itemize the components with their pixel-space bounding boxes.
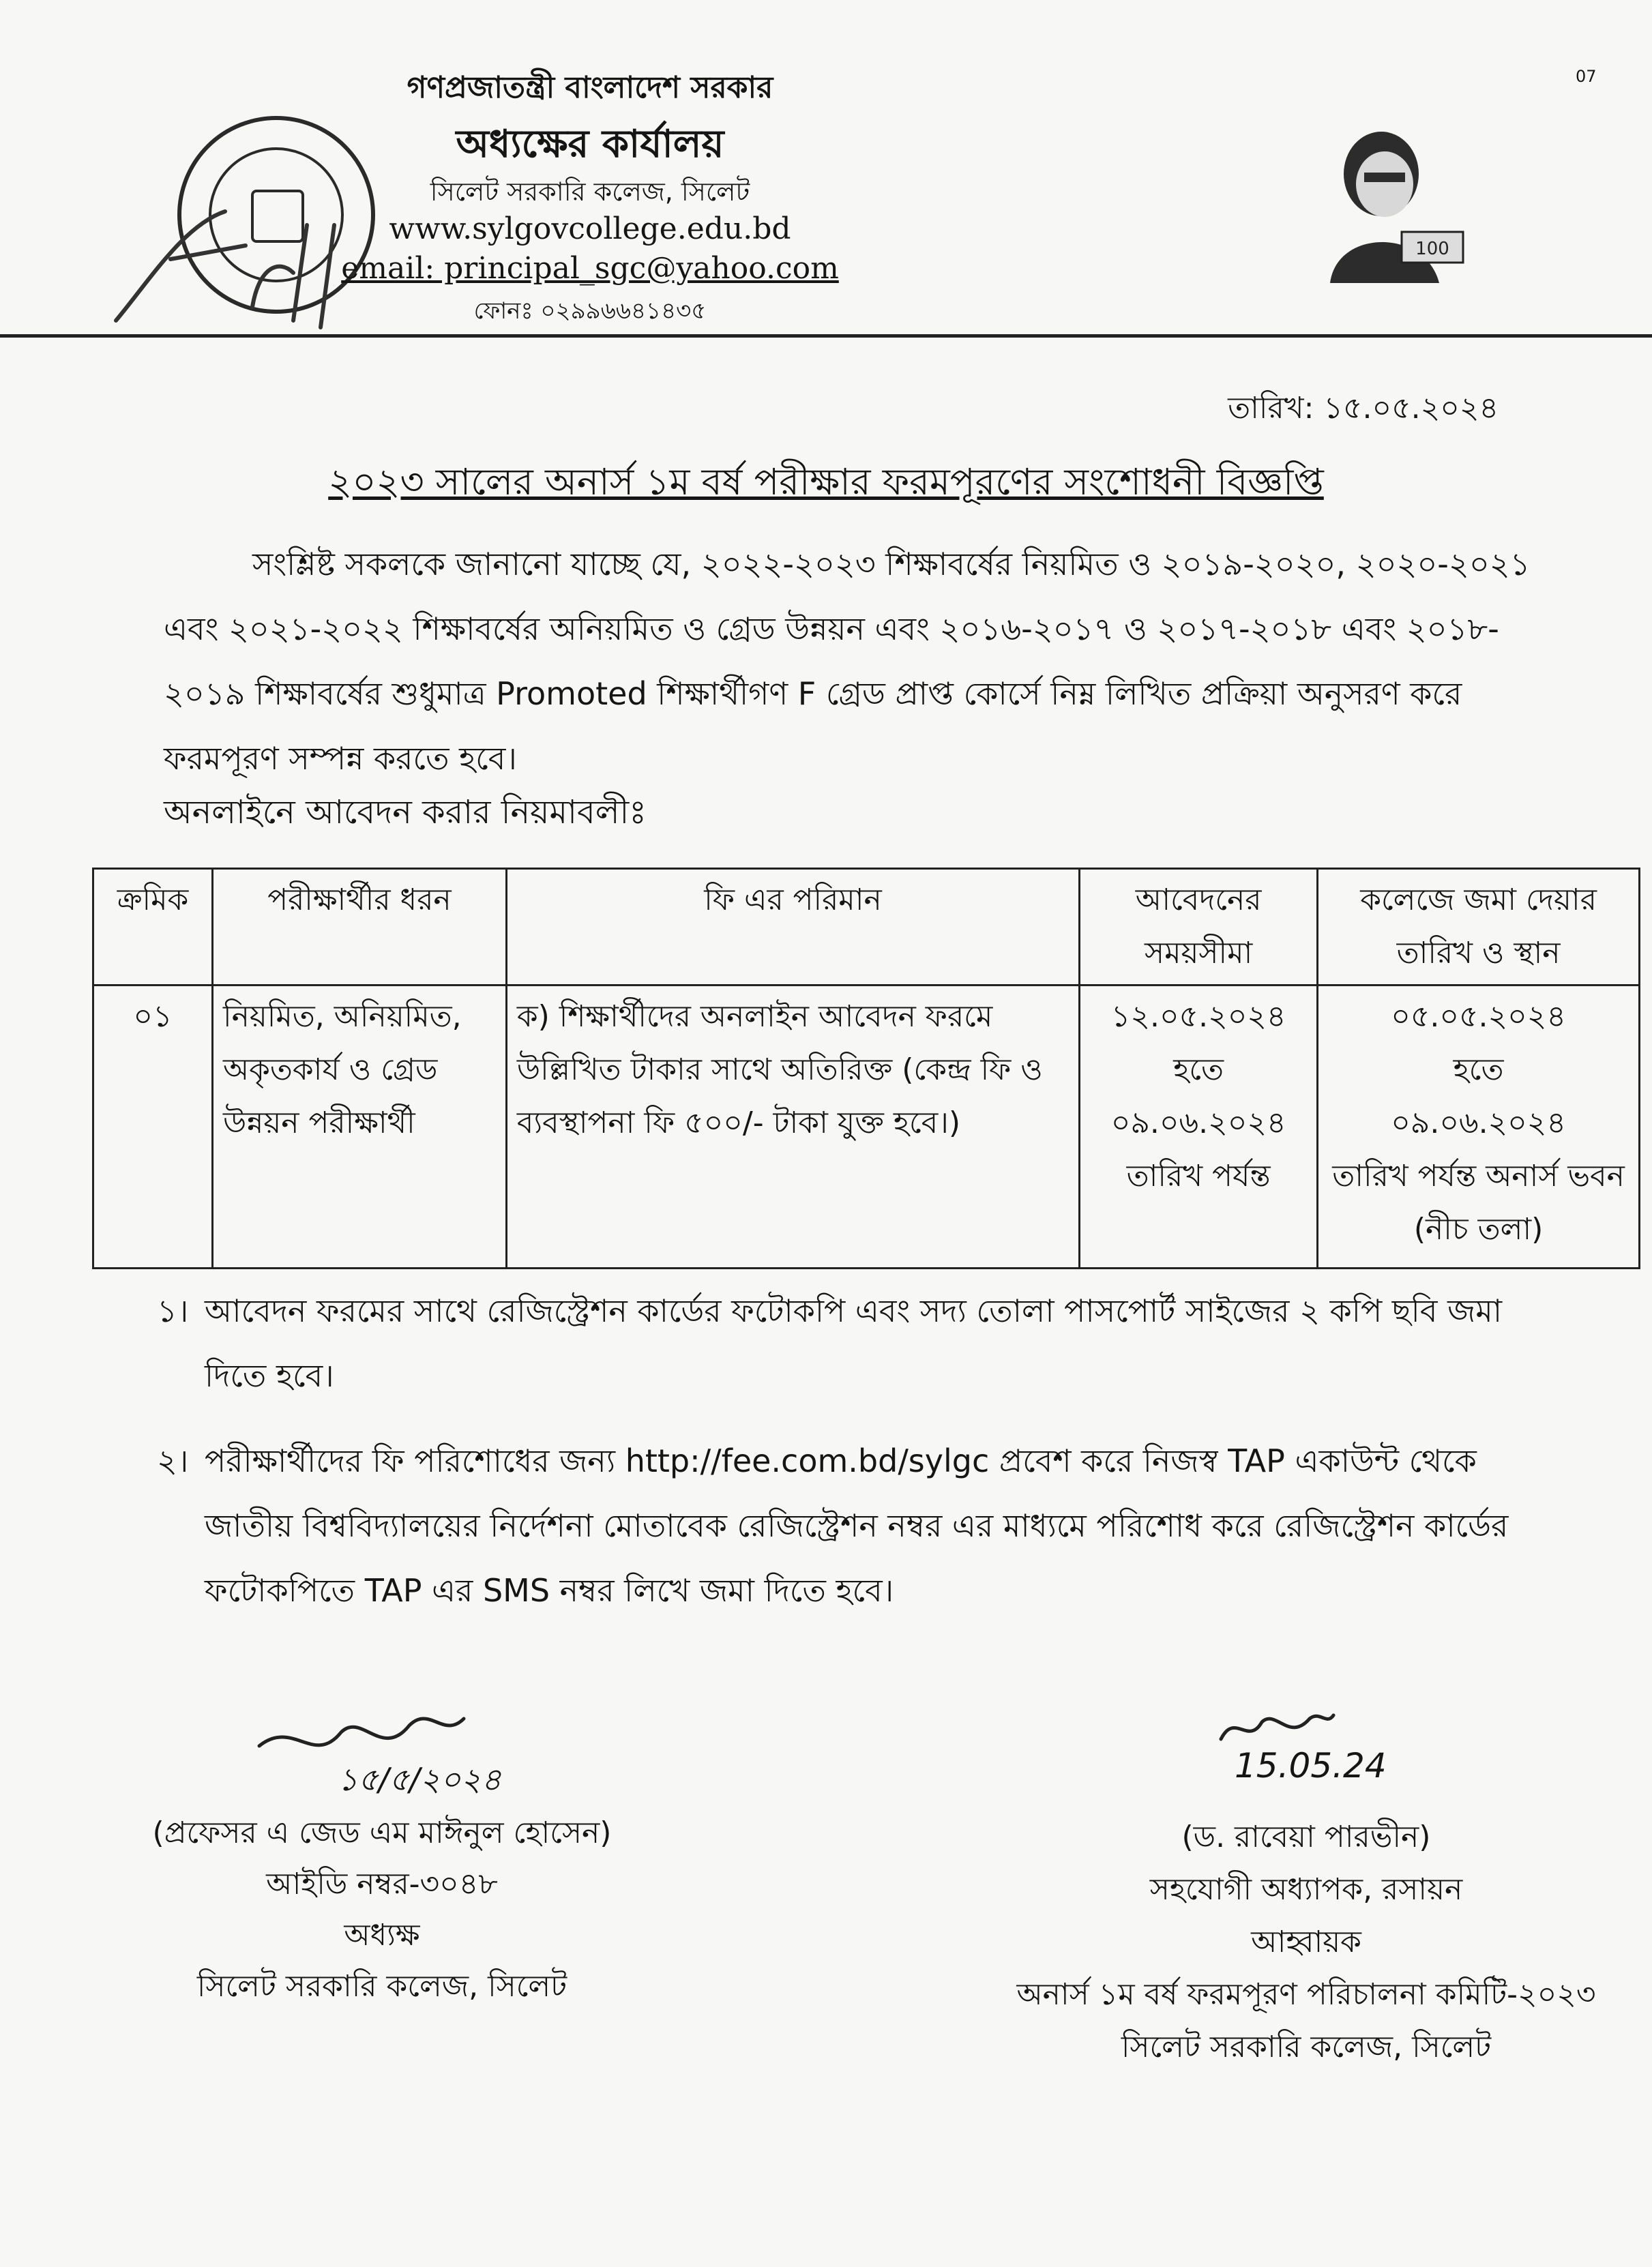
col-deadline-header: আবেদনের সময়সীমা: [1080, 869, 1318, 986]
right-handwritten-date: 15.05.24: [1235, 1746, 1387, 1786]
phone-line: ফোনঃ ০২৯৯৬৬৪১৪৩৫: [473, 297, 707, 325]
page-number: 07: [1576, 67, 1597, 86]
note-line: ফটোকপিতে TAP এর SMS নম্বর লিখে জমা দিতে হবে।: [205, 1572, 894, 1609]
table-header-row: [93, 869, 1640, 986]
body-line: ফরমপূরণ সম্পন্ন করতে হবে।: [164, 740, 517, 777]
signatory-designation: সহযোগী অধ্যাপক, রসায়ন: [1149, 1872, 1463, 1907]
signatory-institution: সিলেট সরকারি কলেজ, সিলেট: [196, 1969, 567, 2004]
govt-line: গণপ্রজাতন্ত্রী বাংলাদেশ সরকার: [407, 70, 773, 105]
signatory-name: (ড. রাবেয়া পারভীন): [1181, 1820, 1431, 1854]
submission-line: ০৯.০৬.২০২৪: [1391, 1106, 1566, 1140]
office-title: অধ্যক্ষের কার্যালয়: [456, 122, 724, 166]
body-paragraph: [164, 532, 1531, 791]
row-fee: ক) শিক্ষার্থীদের অনলাইন আবেদন ফরমে উল্লিখিত টাকার সাথে অতিরিক্ত (কেন্দ্র ফি ও ব্যবস্থাপনা ফি ৫০০/- টাকা যুক্ত হবে।): [506, 986, 1079, 1269]
header-divider: [0, 334, 1652, 338]
col-type-header: পরীক্ষার্থীর ধরন: [213, 869, 507, 986]
submission-line: হতে: [1453, 1052, 1504, 1087]
svg-text:100: 100: [1415, 239, 1449, 259]
row-deadline: [1080, 986, 1318, 1269]
note-line: আবেদন ফরমের সাথে রেজিস্ট্রেশন কার্ডের ফটোকপি এবং সদ্য তোলা পাসপোর্ট সাইজের ২ কপি ছবি জমা: [205, 1292, 1503, 1329]
row-type: নিয়মিত, অনিয়মিত, অকৃতকার্য ও গ্রেড উন্নয়ন পরীক্ষার্থী: [213, 986, 507, 1269]
table-row: [93, 986, 1640, 1269]
submission-line: (নীচ তলা): [1413, 1212, 1544, 1247]
deadline-line: ১২.০৫.২০২৪: [1110, 999, 1286, 1034]
note-number: ১।: [157, 1292, 189, 1329]
signatory-name: (প্রফেসর এ জেড এম মাঈনুল হোসেন): [152, 1816, 612, 1850]
col-fee-header: ফি এর পরিমান: [506, 869, 1079, 986]
notice-date: তারিখ: ১৫.০৫.২০২৪: [1228, 391, 1499, 426]
note-item: [157, 1279, 1555, 1408]
body-line: এবং ২০২১-২০২২ শিক্ষাবর্ষের অনিয়মিত ও গ্রেড উন্নয়ন এবং ২০১৬-২০১৭ ও ২০১৭-২০১৮ এবং ২০১৮-: [164, 610, 1499, 647]
note-item: [157, 1429, 1555, 1623]
deadline-line: তারিখ পর্যন্ত: [1126, 1159, 1271, 1194]
col-serial-header: ক্রমিক: [93, 869, 213, 986]
note-line: জাতীয় বিশ্ববিদ্যালয়ের নির্দেশনা মোতাবেক রেজিস্ট্রেশন নম্বর এর মাধ্যমে পরিশোধ করে রেজিস্ট্রেশন কার্ডের: [205, 1507, 1509, 1544]
body-line: সংশ্লিষ্ট সকলকে জানানো যাচ্ছে যে, ২০২২-২০২৩ শিক্ষাবর্ষের নিয়মিত ও ২০১৯-২০২০, ২০২০-২০২১: [252, 546, 1531, 582]
signatory-title: অধ্যক্ষ: [344, 1918, 420, 1953]
portrait-icon: [1316, 119, 1466, 283]
col-submission-header: কলেজে জমা দেয়ার তারিখ ও স্থান: [1318, 869, 1640, 986]
note-line: পরীক্ষার্থীদের ফি পরিশোধের জন্য http://fee.com.bd/sylgc প্রবেশ করে নিজস্ব TAP একাউন্ট থেকে: [205, 1442, 1477, 1479]
right-signature-block: [975, 1811, 1637, 2073]
signatory-institution: সিলেট সরকারি কলেজ, সিলেট: [1121, 2030, 1492, 2064]
deadline-line: হতে: [1173, 1052, 1224, 1087]
signatory-id: আইডি নম্বর-৩০৪৮: [266, 1867, 498, 1901]
note-number: ২।: [157, 1442, 189, 1479]
college-name: সিলেট সরকারি কলেজ, সিলেট: [430, 177, 750, 207]
note-line: দিতে হবে।: [205, 1357, 334, 1394]
left-signature-block: [143, 1807, 621, 2012]
body-line: ২০১৯ শিক্ষাবর্ষের শুধুমাত্র Promoted শিক্ষার্থীগণ F গ্রেড প্রাপ্ত কোর্সে নিম্ন লিখিত প্রক্রিয়া অনুসরণ করে: [164, 675, 1462, 712]
row-submission: [1318, 986, 1640, 1269]
signatory-role: আহ্বায়ক: [1251, 1925, 1361, 1959]
notice-title: ২০২৩ সালের অনার্স ১ম বর্ষ পরীক্ষার ফরমপূরণের সংশোধনী বিজ্ঞপ্তি: [328, 460, 1324, 503]
application-rules-table: [92, 868, 1640, 1269]
website-link[interactable]: www.sylgovcollege.edu.bd: [389, 211, 791, 246]
signatory-committee: অনার্স ১ম বর্ষ ফরমপূরণ পরিচালনা কমিটি-২০২৩: [1016, 1977, 1596, 2012]
submission-line: ০৫.০৫.২০২৪: [1391, 999, 1566, 1034]
row-serial: ০১: [93, 986, 213, 1269]
submission-line: তারিখ পর্যন্ত অনার্স ভবন: [1332, 1159, 1625, 1194]
email-link[interactable]: email: principal_sgc@yahoo.com: [341, 251, 839, 286]
rules-heading: অনলাইনে আবেদন করার নিয়মাবলীঃ: [164, 793, 647, 831]
deadline-line: ০৯.০৬.২০২৪: [1110, 1106, 1286, 1140]
left-handwritten-date: ১৫/৫/২০২৪: [338, 1761, 502, 1798]
